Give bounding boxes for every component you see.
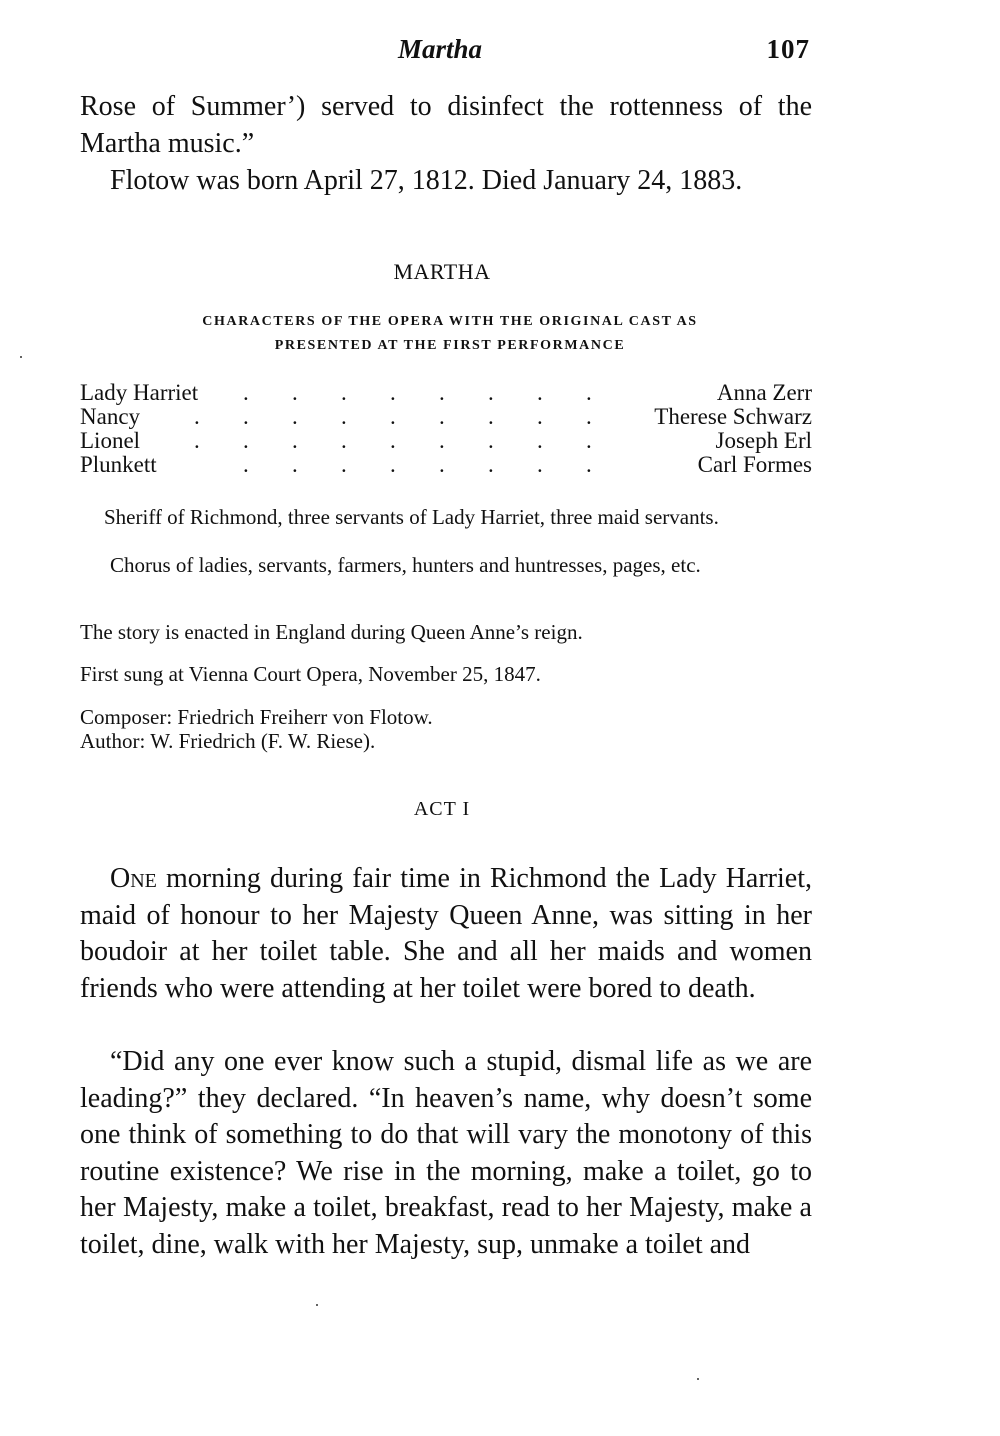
composer-credit: Composer: Friedrich Freiherr von Flotow. bbox=[80, 705, 433, 729]
cast-row bbox=[80, 405, 812, 429]
cast-row bbox=[80, 429, 812, 453]
intro-quote-end: Rose of Summer’) served to disinfect the rottenness of the Martha music.” bbox=[80, 91, 812, 159]
author-credit: Author: W. Friedrich (F. W. Riese). bbox=[80, 729, 376, 753]
cast-role: Lady Harriet bbox=[80, 380, 199, 405]
leader-dots: . . . . . . . . . bbox=[194, 428, 592, 453]
cast-heading-line-2: PRESENTED AT THE FIRST PERFORMANCE bbox=[274, 338, 626, 353]
cast-actor: Anna Zerr bbox=[716, 380, 812, 405]
act-heading: ACT I bbox=[413, 798, 471, 820]
cast-heading bbox=[110, 310, 790, 358]
cast-role: Lionel bbox=[80, 428, 141, 453]
cast-row bbox=[80, 381, 812, 405]
drop-word: One bbox=[110, 863, 157, 894]
minor-characters: Sheriff of Richmond, three servants of Lady Harriet, three maid servants. bbox=[104, 505, 719, 529]
act-paragraph-1 bbox=[80, 861, 812, 1007]
running-title: Martha bbox=[397, 34, 483, 64]
cast-actor: Carl Formes bbox=[697, 452, 812, 477]
cast-heading-line-1: CHARACTERS OF THE OPERA WITH THE ORIGINAL CAST AS bbox=[202, 314, 698, 329]
scan-speck bbox=[697, 1378, 699, 1380]
leader-dots: . . . . . . . . bbox=[243, 380, 592, 405]
paragraph-text: morning during fair time in Richmond the Lady Harriet, maid of honour to her Majesty Queen Anne, was sitting in her boudoir at her toilet table. She and all her maids and women friends who were attending at her toilet were bored to death. bbox=[80, 863, 812, 1004]
setting-note: The story is enacted in England during Queen Anne’s reign. bbox=[80, 620, 583, 644]
cast-role: Plunkett bbox=[80, 452, 157, 477]
leader-dots: . . . . . . . . bbox=[243, 452, 592, 477]
credits bbox=[80, 705, 812, 753]
cast-row bbox=[80, 453, 812, 477]
cast-actor: Therese Schwarz bbox=[654, 404, 812, 429]
intro-dates: Flotow was born April 27, 1812. Died January 24, 1883. bbox=[110, 165, 743, 196]
chorus: Chorus of ladies, servants, farmers, hunters and huntresses, pages, etc. bbox=[110, 553, 701, 577]
first-sung-note: First sung at Vienna Court Opera, November 25, 1847. bbox=[80, 662, 541, 686]
act-paragraph-2: “Did any one ever know such a stupid, dismal life as we are leading?” they declared. “In heaven’s name, why doesn’t some one think of something to do that will vary the monotony of this routine existence? We rise in the morning, make a toilet, go to her Majesty, make a toilet, breakfast, read to her Majesty, make a toilet, dine, walk with her Majesty, sup, unmake a toilet and bbox=[80, 1046, 812, 1260]
cast-actor: Joseph Erl bbox=[715, 428, 812, 453]
opera-title: MARTHA bbox=[393, 259, 491, 284]
leader-dots: . . . . . . . . . bbox=[194, 404, 592, 429]
cast-list bbox=[80, 381, 812, 477]
scan-speck bbox=[20, 356, 22, 358]
page-number: 107 bbox=[766, 34, 810, 64]
cast-role: Nancy bbox=[80, 404, 141, 429]
scan-speck bbox=[316, 1304, 318, 1306]
